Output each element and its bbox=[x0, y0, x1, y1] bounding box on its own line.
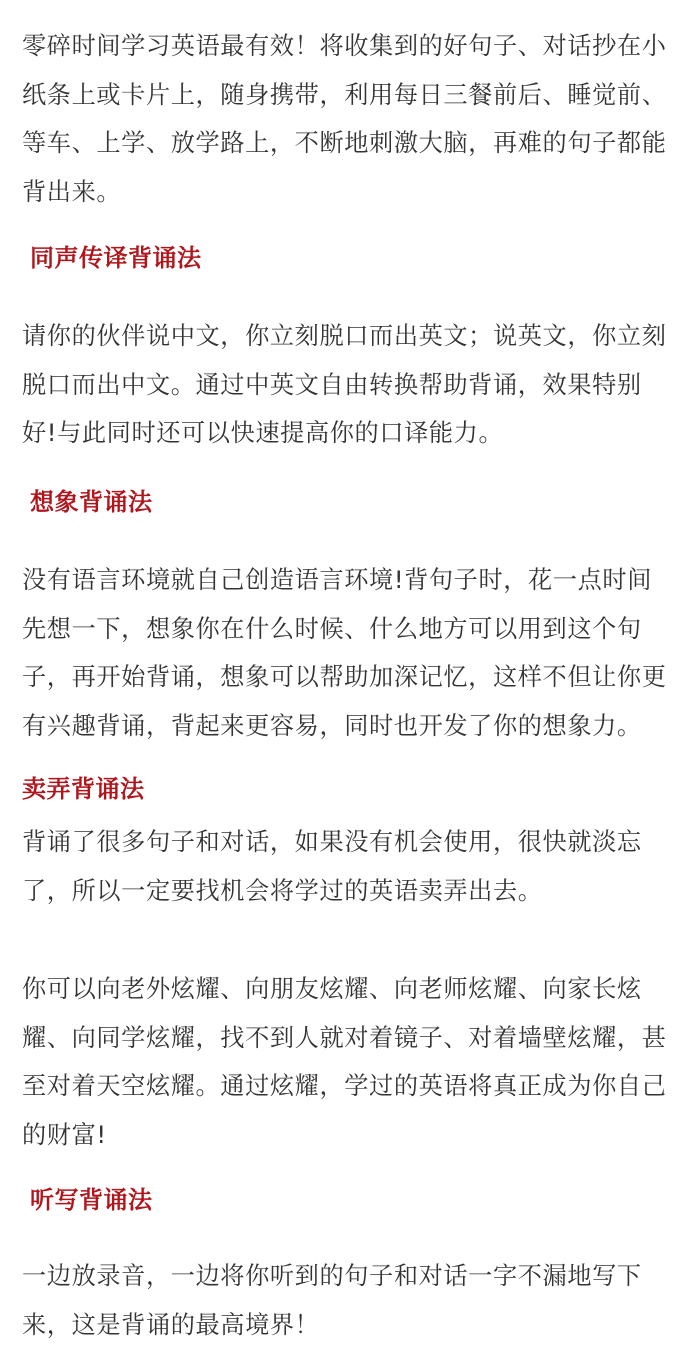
section-paragraph: 没有语言环境就自己创造语言环境!背句子时，花一点时间先想一下，想象你在什么时候、什么地方可以用到这个句子，再开始背诵，想象可以帮助加深记忆，这样不但让你更有兴趣背诵，背起来更容易，同时也开发了你的想象力。 bbox=[22, 566, 667, 740]
section-heading-dictation: 听写背诵法 bbox=[30, 1186, 153, 1214]
section-paragraph: 请你的伙伴说中文，你立刻脱口而出英文；说英文，你立刻脱口而出中文。通过中英文自由转换帮助背诵，效果特别好!与此同时还可以快速提高你的口译能力。 bbox=[22, 322, 667, 447]
intro-paragraph: 零碎时间学习英语最有效！将收集到的好句子、对话抄在小纸条上或卡片上，随身携带，利用每日三餐前后、睡觉前、等车、上学、放学路上，不断地刺激大脑，再难的句子都能背出来。 bbox=[22, 32, 667, 206]
section-paragraph: 一边放录音，一边将你听到的句子和对话一字不漏地写下来，这是背诵的最高境界！ bbox=[22, 1262, 642, 1339]
section-paragraph: 背诵了很多句子和对话，如果没有机会使用，很快就淡忘了，所以一定要找机会将学过的英语卖弄出去。 bbox=[22, 828, 642, 905]
section-heading-show-off: 卖弄背诵法 bbox=[22, 775, 145, 803]
section-paragraph: 你可以向老外炫耀、向朋友炫耀、向老师炫耀、向家长炫耀、向同学炫耀，找不到人就对着镜子、对着墙壁炫耀，甚至对着天空炫耀。通过炫耀，学过的英语将真正成为你自己的财富! bbox=[22, 975, 667, 1149]
section-heading-imagination: 想象背诵法 bbox=[30, 488, 153, 516]
section-heading-simultaneous-interpretation: 同声传译背诵法 bbox=[30, 244, 202, 272]
